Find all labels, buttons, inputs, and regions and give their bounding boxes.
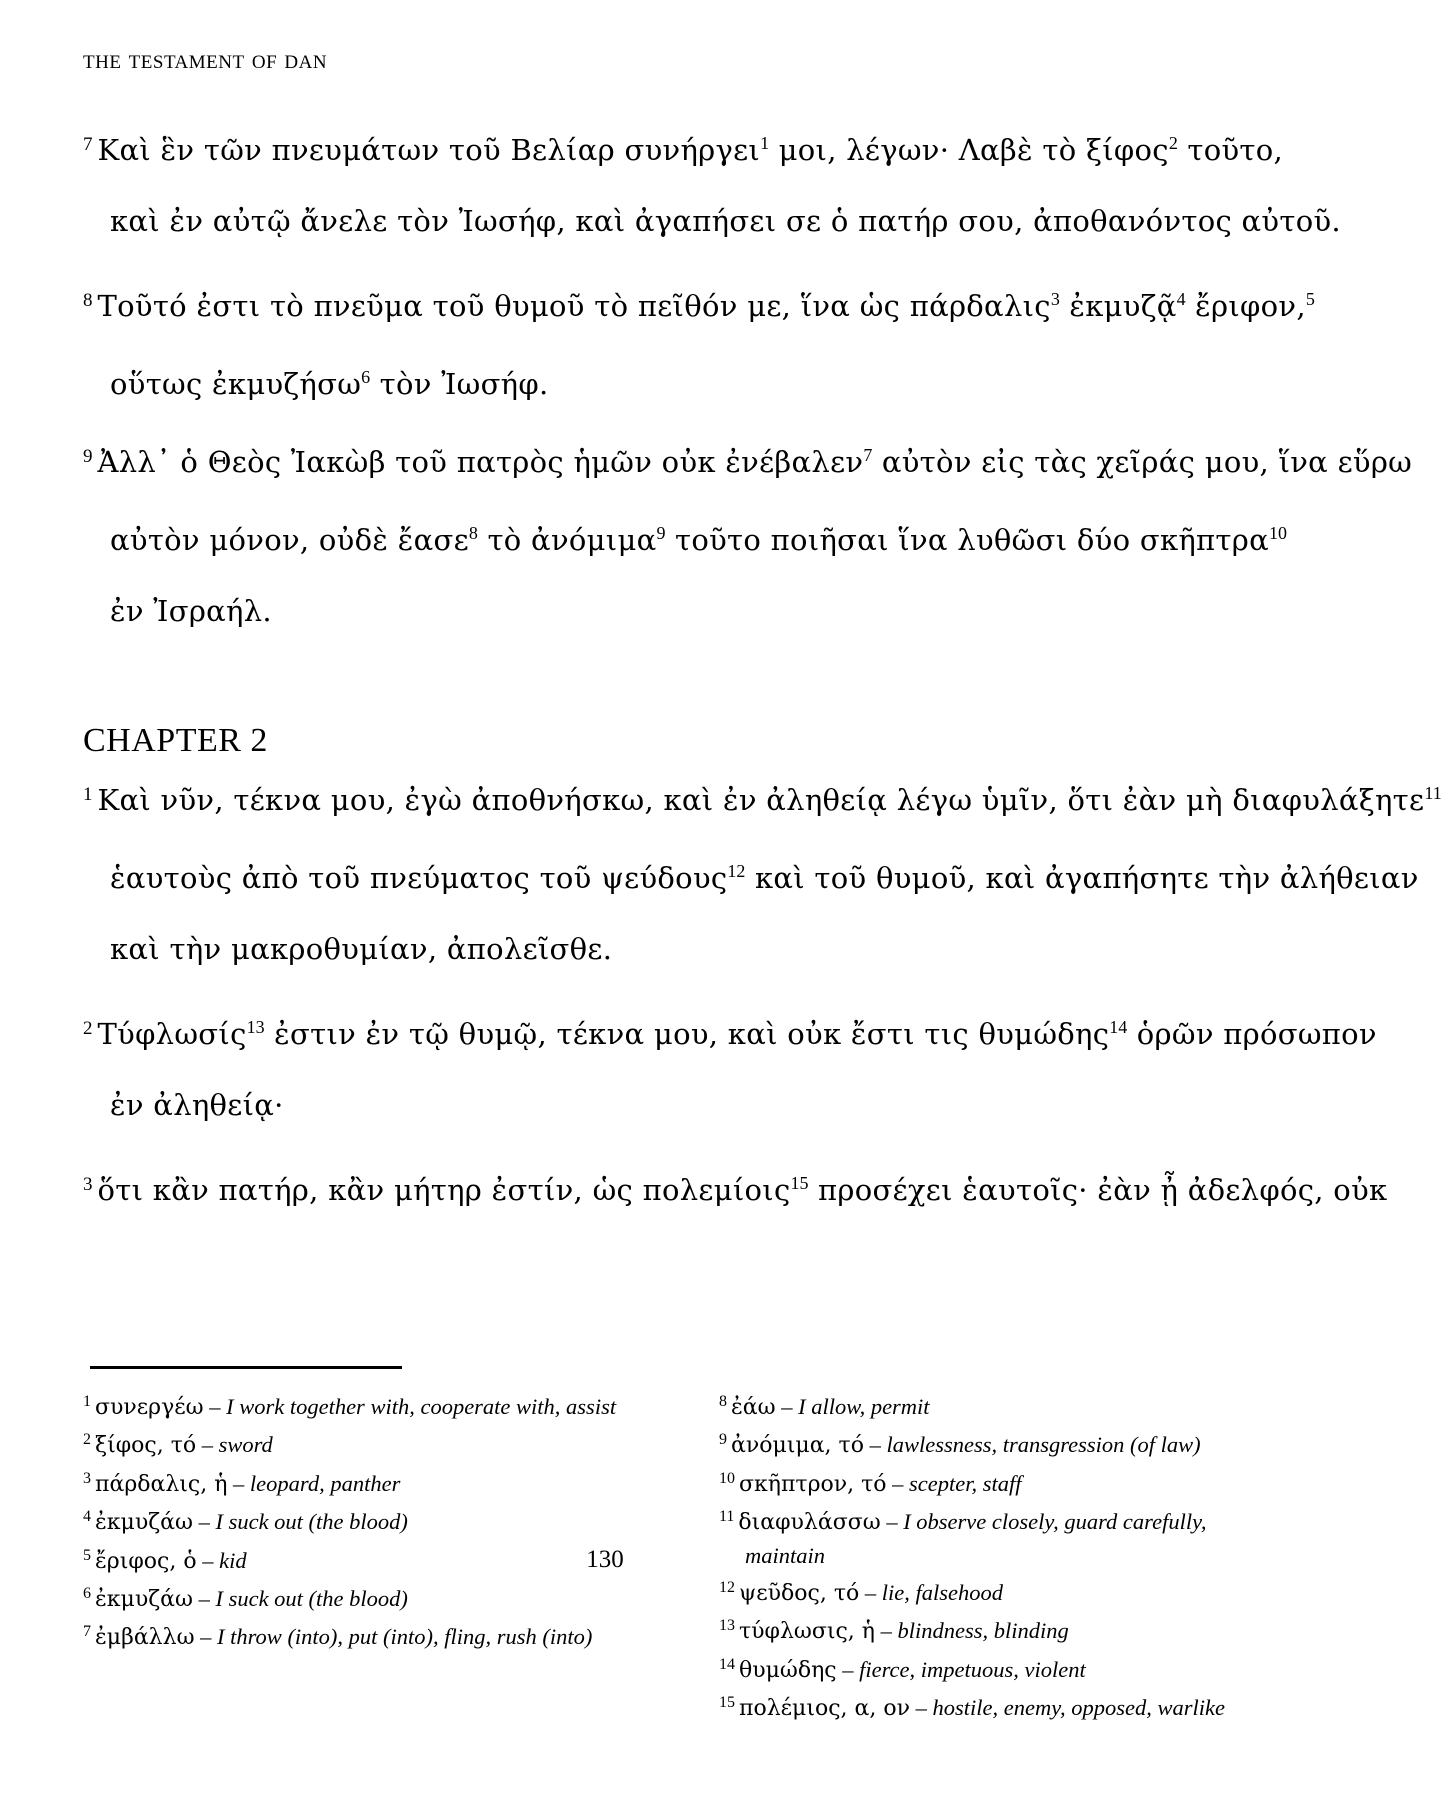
footnote-reference[interactable]: 5	[1305, 289, 1315, 309]
greek-text: ὅτι κἂν πατήρ, κἂν μήτηρ ἐστίν, ὡς πολεμίοις	[97, 1173, 791, 1207]
footnote-reference[interactable]: 12	[727, 861, 746, 881]
footnote-entry	[719, 1649, 1267, 1687]
footnote-lemma: ψεῦδος, τό	[739, 1581, 860, 1607]
verse-line	[83, 832, 1419, 910]
verse-line	[83, 416, 1413, 494]
chapter-heading: CHAPTER 2	[83, 722, 268, 759]
greek-text: ἔριφον,	[1185, 289, 1306, 323]
footnote-marker: 2	[83, 1431, 91, 1449]
footnote-marker: 3	[83, 1469, 91, 1487]
greek-text: αὐτὸν μόνον, οὐδὲ ἔασε	[110, 523, 469, 557]
footnote-reference[interactable]: 11	[1424, 783, 1442, 803]
greek-text: αὐτὸν εἰς τὰς χεῖράς μου, ἵνα εὕρω	[872, 445, 1413, 479]
greek-text: τοῦτο,	[1177, 133, 1283, 167]
footnote-lemma: ἐμβάλλω	[95, 1625, 195, 1651]
greek-text: μοι, λέγων· Λαβὲ τὸ ξίφος	[769, 133, 1169, 167]
verse-line	[83, 988, 1377, 1066]
footnote-gloss: – kid	[196, 1547, 247, 1573]
greek-text: καὶ τοῦ θυμοῦ, καὶ ἀγαπήσητε τὴν ἀλήθειαν	[745, 861, 1419, 895]
footnote-entry	[719, 1463, 1267, 1501]
footnote-lemma: συνεργέω	[95, 1395, 204, 1420]
footnote-reference[interactable]: 6	[361, 367, 371, 387]
greek-text: ἐστιν ἐν τῷ θυμῷ, τέκνα μου, καὶ οὐκ ἔστι τις θυμώδης	[264, 1017, 1110, 1051]
verse-number: 2	[83, 1018, 93, 1039]
greek-text: ἐκμυζᾷ	[1059, 289, 1177, 323]
footnote-reference[interactable]: 1	[760, 133, 770, 153]
footnote-gloss: – I suck out (the blood)	[192, 1509, 408, 1535]
verse-line	[83, 754, 1442, 832]
footnote-entry	[719, 1424, 1267, 1462]
footnote-entry	[83, 1616, 631, 1654]
footnote-gloss: – lie, falsehood	[859, 1580, 1003, 1606]
footnote-lemma: τύφλωσις, ἡ	[739, 1619, 875, 1645]
footnote-gloss: – sword	[196, 1432, 273, 1458]
greek-text: Τύφλωσίς	[97, 1017, 247, 1051]
footnote-lemma: ἐάω	[731, 1395, 776, 1420]
greek-text: καὶ τὴν μακροθυμίαν, ἀπολεῖσθε.	[110, 932, 613, 966]
footnote-marker: 9	[719, 1431, 727, 1449]
footnote-gloss: – hostile, enemy, opposed, warlike	[909, 1695, 1225, 1721]
footnote-gloss: – fierce, impetuous, violent	[836, 1656, 1086, 1682]
footnote-gloss: – I throw (into), put (into), fling, rush (into)	[194, 1624, 593, 1650]
verse-number: 7	[83, 134, 93, 155]
footnote-lemma: ἀνόμιμα, τό	[731, 1433, 864, 1459]
greek-text: τὸν Ἰωσήφ.	[370, 367, 549, 401]
verse-line	[83, 182, 1341, 260]
footnote-marker: 1	[83, 1393, 91, 1410]
verse-number: 9	[83, 446, 93, 467]
footnote-entry	[83, 1424, 631, 1462]
footnote-reference[interactable]: 4	[1176, 289, 1186, 309]
footnote-separator-rule	[90, 1366, 402, 1369]
footnote-reference[interactable]: 14	[1109, 1017, 1128, 1037]
footnote-lemma: πολέμιος, α, ον	[739, 1696, 910, 1722]
verse-line	[83, 910, 1173, 988]
footnote-reference[interactable]: 3	[1050, 289, 1060, 309]
footnote-entry	[719, 1386, 1267, 1424]
footnote-reference[interactable]: 15	[790, 1173, 809, 1193]
footnote-entry	[83, 1578, 631, 1616]
footnote-lemma: ἐκμυζάω	[95, 1510, 193, 1536]
greek-text: τοῦτο ποιῆσαι ἵνα λυθῶσι δύο σκῆπτρα	[665, 523, 1269, 557]
footnote-lemma: ἔριφος, ὁ	[95, 1548, 197, 1574]
footnote-marker: 10	[719, 1469, 735, 1487]
greek-text: ἐν ἀληθείᾳ·	[110, 1088, 284, 1122]
footnote-entry	[83, 1463, 631, 1501]
greek-text: Ἀλλ᾽ ὁ Θεὸς Ἰακὼβ τοῦ πατρὸς ἡμῶν οὐκ ἐνέβαλεν	[97, 445, 864, 479]
greek-text: ἐν Ἰσραήλ.	[110, 594, 272, 628]
footnote-entry	[83, 1501, 631, 1539]
page-number: 130	[586, 1546, 624, 1573]
footnote-entry	[719, 1572, 1267, 1610]
verse-line	[83, 1144, 1388, 1222]
footnote-gloss: – scepter, staff	[886, 1470, 1022, 1496]
footnote-lemma: πάρδαλις, ἡ	[95, 1471, 228, 1497]
footnote-reference[interactable]: 7	[863, 445, 873, 465]
footnote-gloss: – I suck out (the blood)	[192, 1586, 408, 1612]
footnote-reference[interactable]: 9	[656, 523, 666, 543]
footnote-entry	[719, 1610, 1267, 1648]
footnote-lemma: θυμώδης	[739, 1657, 837, 1683]
footnote-marker: 13	[719, 1617, 735, 1635]
footnote-marker: 8	[719, 1393, 727, 1410]
footnote-marker: 5	[83, 1546, 91, 1564]
footnote-marker: 6	[83, 1585, 91, 1603]
verse	[83, 104, 1341, 260]
verse-line	[83, 494, 1287, 572]
greek-text: Καὶ νῦν, τέκνα μου, ἐγὼ ἀποθνήσκω, καὶ ἐν ἀληθείᾳ λέγω ὑμῖν, ὅτι ἐὰν μὴ διαφυλάξητε	[97, 783, 1425, 817]
footnote-gloss: – I work together with, cooperate with, assist	[203, 1394, 617, 1419]
footnote-lemma: σκῆπτρον, τό	[739, 1471, 887, 1497]
verse	[83, 416, 1413, 650]
footnote-reference[interactable]: 10	[1269, 523, 1287, 543]
footnote-lemma: ξίφος, τό	[95, 1433, 197, 1459]
verse-number: 3	[83, 1174, 93, 1195]
footnote-gloss: – lawlessness, transgression (of law)	[863, 1432, 1201, 1458]
footnote-marker: 14	[719, 1655, 735, 1673]
footnote-gloss: – blindness, blinding	[874, 1618, 1069, 1644]
footnote-reference[interactable]: 2	[1168, 133, 1178, 153]
verse-line	[83, 104, 1283, 182]
verse	[83, 988, 1377, 1144]
footnote-reference[interactable]: 8	[468, 523, 478, 543]
greek-text: τὸ ἀνόμιμα	[477, 523, 657, 557]
footnote-marker: 11	[719, 1508, 735, 1526]
footnote-entry	[83, 1386, 631, 1424]
greek-text: Τοῦτό ἐστι τὸ πνεῦμα τοῦ θυμοῦ τὸ πεῖθόν με, ἵνα ὡς πάρδαλις	[97, 289, 1051, 323]
greek-text: ἑαυτοὺς ἀπὸ τοῦ πνεύματος τοῦ ψεύδους	[110, 861, 728, 895]
verse	[83, 754, 1442, 988]
verses-chapter-1-end	[83, 104, 1413, 650]
verse-number: 1	[83, 784, 93, 805]
verse-line	[83, 1066, 1173, 1144]
greek-text: οὕτως ἐκμυζήσω	[110, 367, 362, 401]
greek-text: προσέχει ἑαυτοῖς· ἐὰν ᾖ ἀδελφός, οὐκ	[808, 1173, 1388, 1207]
verse-number: 8	[83, 290, 93, 311]
footnote-marker: 4	[83, 1508, 91, 1526]
verse-line	[83, 338, 1173, 416]
verses-chapter-2	[83, 754, 1442, 1222]
verse	[83, 1144, 1388, 1222]
body-text-block	[83, 104, 1442, 1222]
footnote-gloss: – I observe closely, guard carefully, maintain	[745, 1509, 1207, 1568]
greek-text: Καὶ ἓν τῶν πνευμάτων τοῦ Βελίαρ συνήργει	[97, 133, 761, 167]
verse-line	[83, 260, 1315, 338]
verse-line	[83, 572, 1173, 650]
footnote-lemma: ἐκμυζάω	[95, 1587, 193, 1613]
footnote-marker: 12	[719, 1579, 735, 1597]
footnote-reference[interactable]: 13	[246, 1017, 265, 1037]
footnote-entry	[719, 1687, 1267, 1725]
greek-text: καὶ ἐν αὐτῷ ἄνελε τὸν Ἰωσήφ, καὶ ἀγαπήσει σε ὁ πατήρ σου, ἀποθανόντος αὐτοῦ.	[110, 204, 1341, 238]
footnote-gloss: – leopard, panther	[227, 1470, 401, 1496]
greek-text: ὁρῶν πρόσωπον	[1127, 1017, 1377, 1051]
footnote-marker: 7	[83, 1623, 91, 1641]
footnote-gloss: – I allow, permit	[775, 1394, 930, 1419]
footnote-lemma: διαφυλάσσω	[738, 1510, 881, 1536]
verse	[83, 260, 1315, 416]
footnote-marker: 15	[719, 1694, 735, 1712]
running-head: the testament of dan	[83, 44, 328, 74]
